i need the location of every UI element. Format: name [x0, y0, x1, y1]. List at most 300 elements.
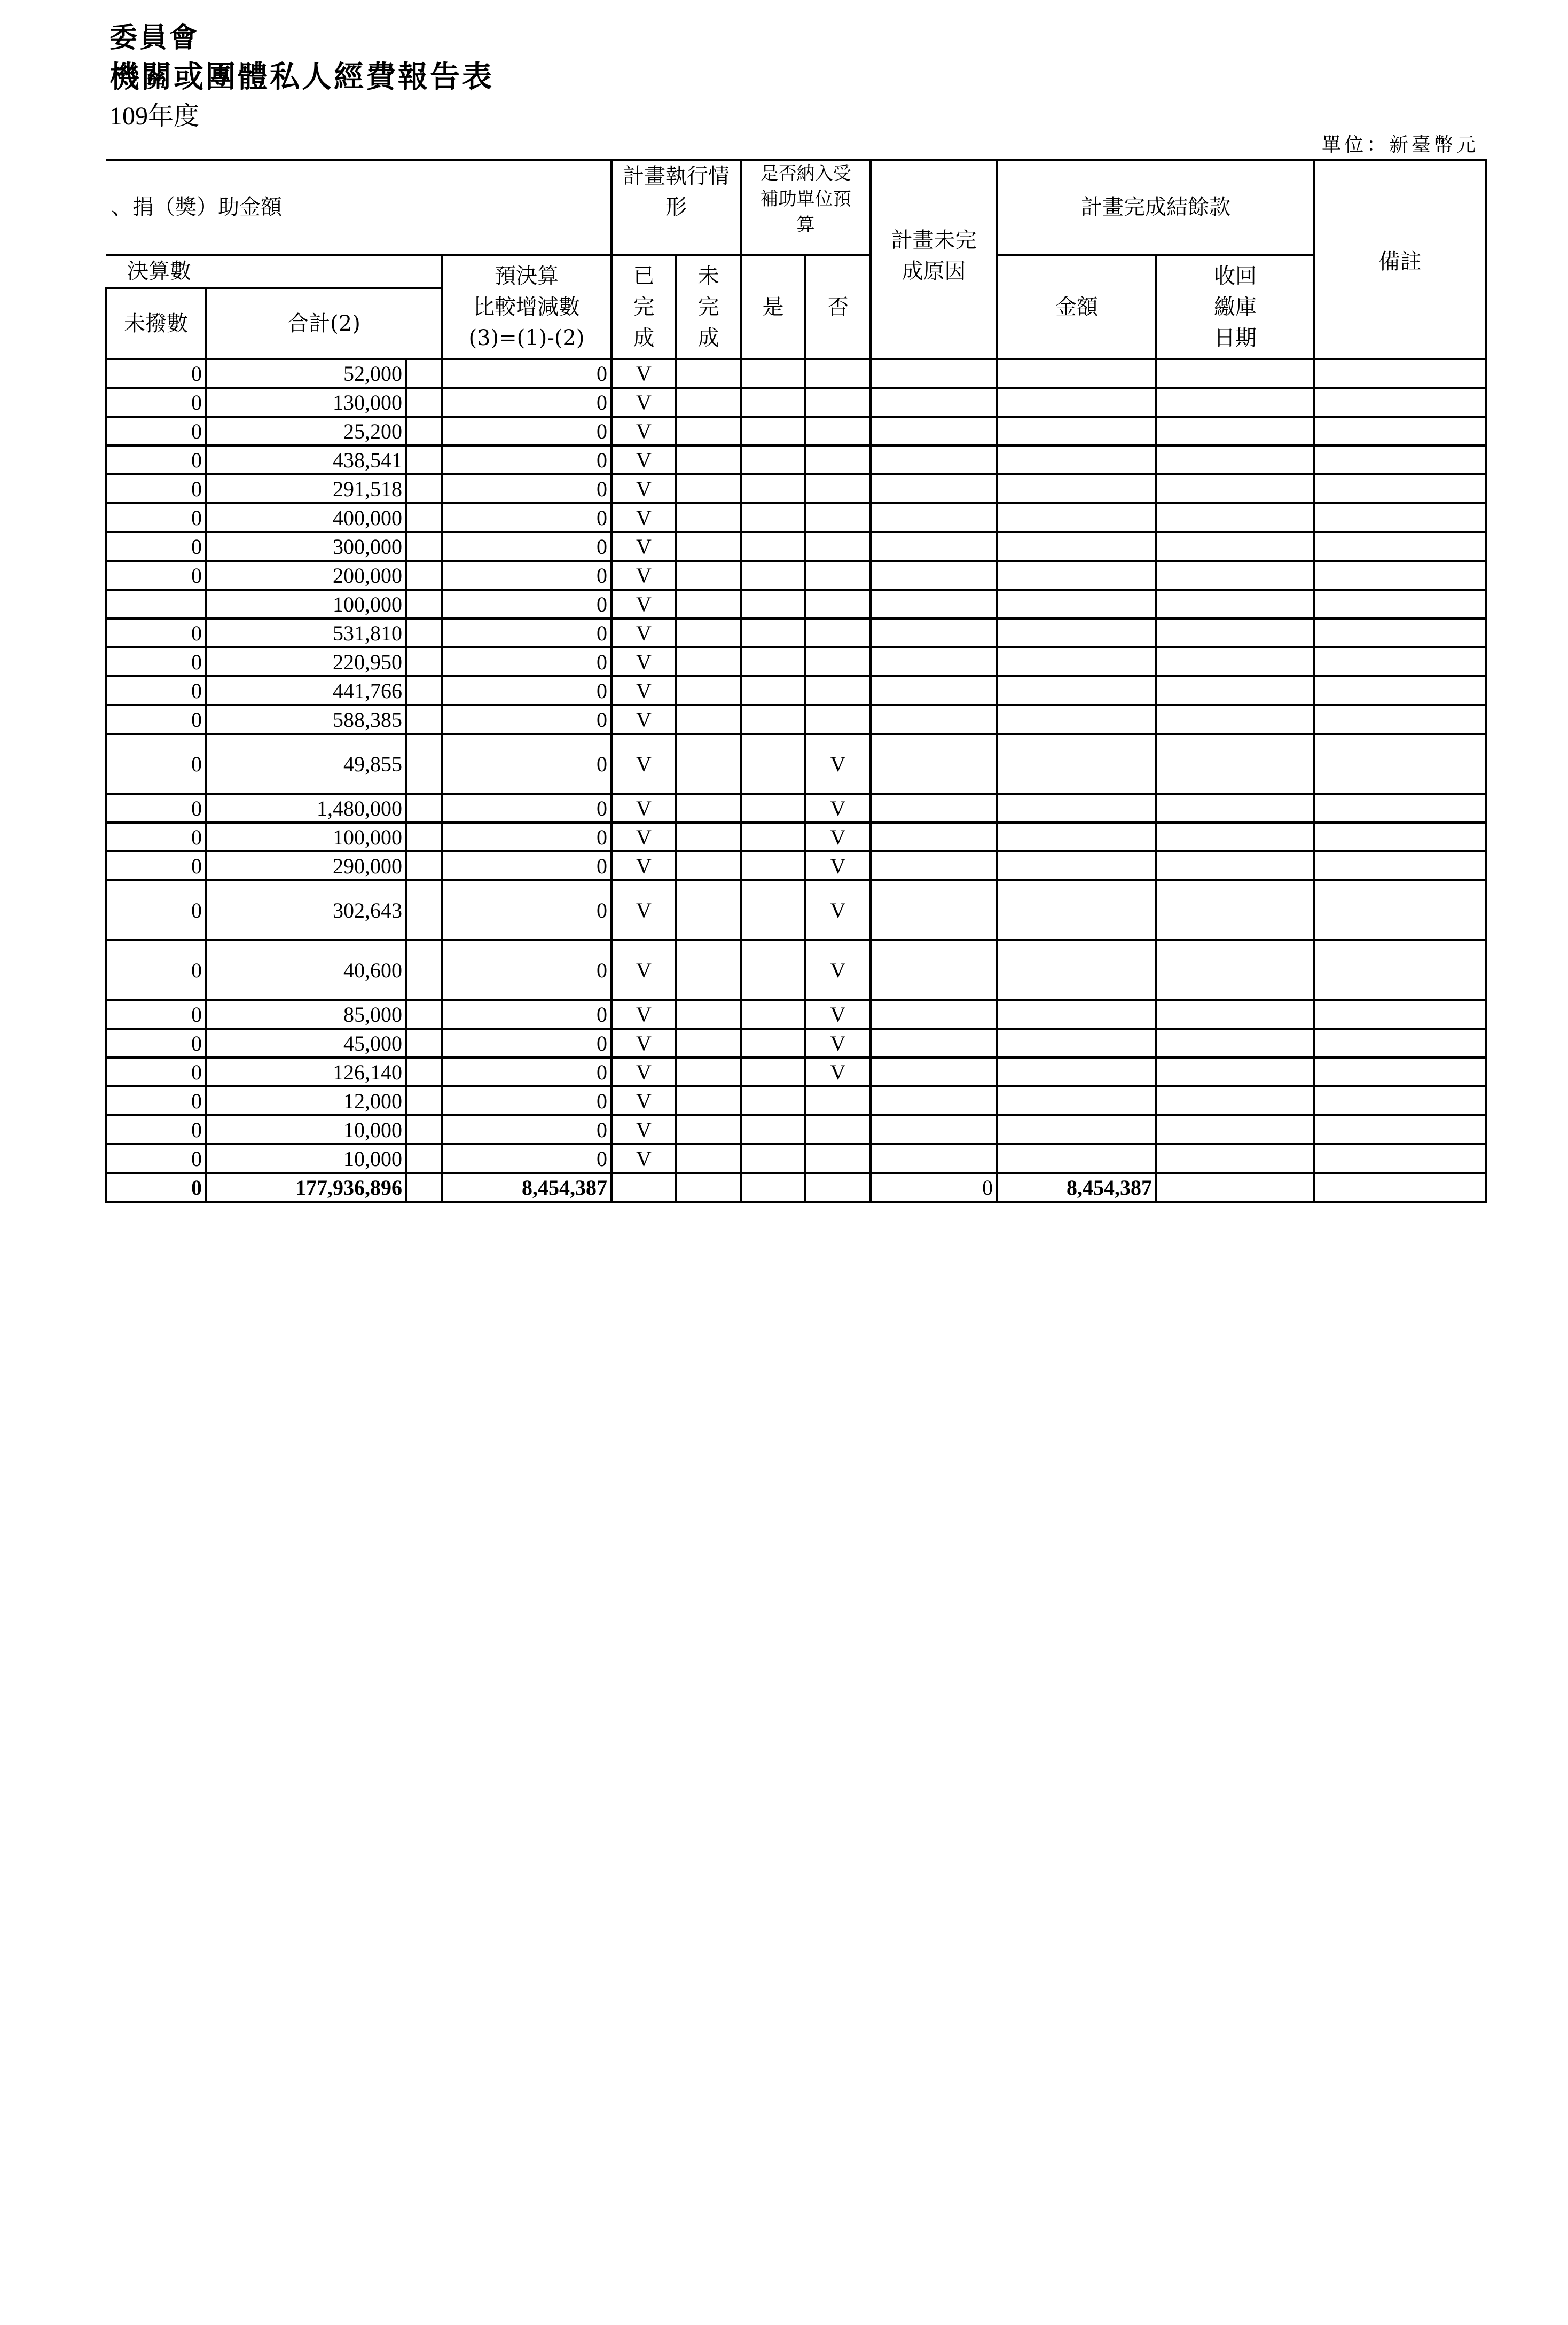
budget-diff-cell: 0 [442, 794, 611, 823]
unallocated-cell: 0 [106, 532, 206, 561]
subtotal-cell: 438,541 [206, 445, 406, 474]
budget-no-check: V [805, 1058, 871, 1086]
blank-cell [406, 590, 442, 619]
unallocated-cell: 0 [106, 1029, 206, 1058]
incomplete-reason-cell [871, 417, 997, 445]
total-return-date [1156, 1173, 1314, 1202]
unallocated-cell: 0 [106, 734, 206, 794]
return-date-cell [1156, 561, 1314, 590]
return-date-cell [1156, 1115, 1314, 1144]
total-budget-no [805, 1173, 871, 1202]
subtotal-cell: 25,200 [206, 417, 406, 445]
surplus-amount-cell [997, 359, 1156, 388]
budget-yes-check [741, 647, 805, 676]
not-completed-header: 未 完 成 [676, 255, 741, 359]
subtotal-cell: 441,766 [206, 676, 406, 705]
not-completed-check [676, 1115, 741, 1144]
incomplete-reason-cell [871, 445, 997, 474]
fiscal-year: 109年度 [109, 102, 200, 130]
remarks-cell [1314, 734, 1486, 794]
blank-cell [406, 940, 442, 1000]
completed-check: V [611, 705, 676, 734]
unallocated-cell: 0 [106, 1000, 206, 1029]
completed-header: 已 完 成 [611, 255, 676, 359]
budget-yes-check [741, 561, 805, 590]
budget-no-check [805, 1115, 871, 1144]
remarks-cell [1314, 1144, 1486, 1173]
surplus-amount-header: 金額 [997, 255, 1156, 359]
completed-check: V [611, 940, 676, 1000]
budget-yes-check [741, 1086, 805, 1115]
subtotal-cell: 302,643 [206, 880, 406, 940]
budget-yes-check [741, 1144, 805, 1173]
budget-yes-check [741, 532, 805, 561]
return-date-cell [1156, 590, 1314, 619]
budget-yes-check [741, 1000, 805, 1029]
not-completed-check [676, 823, 741, 851]
incomplete-reason-cell [871, 532, 997, 561]
budget-no-check [805, 1086, 871, 1115]
budget-no-check [805, 705, 871, 734]
completed-check: V [611, 794, 676, 823]
subtotal-cell: 10,000 [206, 1115, 406, 1144]
budget-yes-check [741, 503, 805, 532]
incomplete-reason-cell [871, 561, 997, 590]
budget-no-check [805, 1144, 871, 1173]
incomplete-reason-cell [871, 1058, 997, 1086]
unallocated-cell: 0 [106, 880, 206, 940]
total-row [106, 1173, 1486, 1202]
budget-no-check: V [805, 940, 871, 1000]
remarks-cell [1314, 1029, 1486, 1058]
table-row [106, 705, 1486, 734]
remarks-cell [1314, 705, 1486, 734]
budget-no-check [805, 676, 871, 705]
budget-no-check [805, 532, 871, 561]
total-budget-diff: 8,454,387 [442, 1173, 611, 1202]
unallocated-cell: 0 [106, 647, 206, 676]
budget-no-check: V [805, 794, 871, 823]
execution-status-header: 計畫執行情 形 [611, 160, 741, 255]
not-completed-check [676, 734, 741, 794]
budget-diff-cell: 0 [442, 734, 611, 794]
incomplete-reason-cell [871, 1086, 997, 1115]
return-date-cell [1156, 880, 1314, 940]
unallocated-header: 未撥數 [106, 288, 206, 359]
budget-diff-cell: 0 [442, 1029, 611, 1058]
blank-cell [406, 1058, 442, 1086]
surplus-amount-cell [997, 474, 1156, 503]
incomplete-reason-cell [871, 1029, 997, 1058]
budget-no-check [805, 388, 871, 417]
incomplete-reason-cell [871, 823, 997, 851]
table-row [106, 503, 1486, 532]
subtotal-cell: 531,810 [206, 619, 406, 647]
unallocated-cell: 0 [106, 1058, 206, 1086]
blank-cell [406, 445, 442, 474]
blank-cell [406, 794, 442, 823]
unallocated-cell: 0 [106, 1086, 206, 1115]
table-row [106, 1058, 1486, 1086]
blank-cell [406, 619, 442, 647]
remarks-cell [1314, 851, 1486, 880]
budget-inclusion-header: 是否納入受 補助單位預 算 [741, 160, 871, 255]
budget-yes-check [741, 359, 805, 388]
unallocated-cell: 0 [106, 561, 206, 590]
table-row [106, 388, 1486, 417]
remarks-cell [1314, 794, 1486, 823]
budget-diff-cell: 0 [442, 590, 611, 619]
not-completed-check [676, 417, 741, 445]
completed-check: V [611, 619, 676, 647]
completed-check: V [611, 561, 676, 590]
total-subtotal: 177,936,896 [206, 1173, 406, 1202]
not-completed-check [676, 794, 741, 823]
incomplete-reason-cell [871, 590, 997, 619]
budget-yes-check [741, 940, 805, 1000]
budget-yes-check [741, 619, 805, 647]
remarks-cell [1314, 532, 1486, 561]
not-completed-check [676, 359, 741, 388]
incomplete-reason-cell [871, 359, 997, 388]
budget-diff-cell: 0 [442, 388, 611, 417]
completed-check: V [611, 1115, 676, 1144]
subtotal-cell: 300,000 [206, 532, 406, 561]
budget-yes-check [741, 734, 805, 794]
total-remarks [1314, 1173, 1486, 1202]
not-completed-check [676, 590, 741, 619]
not-completed-check [676, 647, 741, 676]
incomplete-reason-cell [871, 619, 997, 647]
completed-check: V [611, 532, 676, 561]
table-row [106, 359, 1486, 388]
subtotal-cell: 290,000 [206, 851, 406, 880]
budget-yes-check [741, 590, 805, 619]
blank-cell [406, 1115, 442, 1144]
table-row [106, 619, 1486, 647]
budget-yes-check [741, 676, 805, 705]
surplus-amount-cell [997, 532, 1156, 561]
completed-check: V [611, 647, 676, 676]
completed-check: V [611, 590, 676, 619]
budget-no-check [805, 359, 871, 388]
incomplete-reason-header: 計畫未完 成原因 [871, 160, 997, 359]
budget-yes-check [741, 474, 805, 503]
surplus-amount-cell [997, 1086, 1156, 1115]
return-date-cell [1156, 1144, 1314, 1173]
budget-no-check [805, 474, 871, 503]
surplus-amount-cell [997, 417, 1156, 445]
return-date-cell [1156, 503, 1314, 532]
incomplete-reason-cell [871, 388, 997, 417]
completed-check: V [611, 880, 676, 940]
table-row [106, 823, 1486, 851]
remarks-cell [1314, 445, 1486, 474]
blank-cell [406, 823, 442, 851]
budget-no-check: V [805, 1029, 871, 1058]
unallocated-cell: 0 [106, 676, 206, 705]
table-row [106, 561, 1486, 590]
budget-diff-cell: 0 [442, 1058, 611, 1086]
surplus-amount-cell [997, 1144, 1156, 1173]
remarks-cell [1314, 619, 1486, 647]
subtotal-cell: 126,140 [206, 1058, 406, 1086]
return-date-cell [1156, 1086, 1314, 1115]
blank-cell [406, 561, 442, 590]
completed-check: V [611, 503, 676, 532]
subtotal-cell: 100,000 [206, 590, 406, 619]
yes-header: 是 [741, 255, 805, 359]
budget-no-check [805, 647, 871, 676]
blank-cell [406, 1029, 442, 1058]
blank-cell [406, 851, 442, 880]
not-completed-check [676, 1086, 741, 1115]
return-date-cell [1156, 794, 1314, 823]
remarks-cell [1314, 561, 1486, 590]
completed-check: V [611, 851, 676, 880]
blank-cell [406, 417, 442, 445]
budget-no-check: V [805, 880, 871, 940]
budget-diff-cell: 0 [442, 445, 611, 474]
subtotal-cell: 45,000 [206, 1029, 406, 1058]
blank-cell [406, 705, 442, 734]
unallocated-cell: 0 [106, 1115, 206, 1144]
remarks-header: 備註 [1314, 160, 1486, 359]
unallocated-cell: 0 [106, 851, 206, 880]
not-completed-check [676, 1000, 741, 1029]
blank-cell [406, 532, 442, 561]
total-incomplete-reason: 0 [871, 1173, 997, 1202]
completed-check: V [611, 474, 676, 503]
completed-check: V [611, 417, 676, 445]
incomplete-reason-cell [871, 794, 997, 823]
subtotal-cell: 40,600 [206, 940, 406, 1000]
incomplete-reason-cell [871, 880, 997, 940]
total-completed [611, 1173, 676, 1202]
incomplete-reason-cell [871, 1000, 997, 1029]
total-not-completed [676, 1173, 741, 1202]
unallocated-cell: 0 [106, 445, 206, 474]
budget-yes-check [741, 1115, 805, 1144]
surplus-amount-cell [997, 1000, 1156, 1029]
incomplete-reason-cell [871, 676, 997, 705]
return-date-cell [1156, 532, 1314, 561]
expense-report-table [105, 159, 1487, 1203]
surplus-amount-cell [997, 734, 1156, 794]
completed-check: V [611, 823, 676, 851]
surplus-amount-cell [997, 445, 1156, 474]
subtotal-cell: 291,518 [206, 474, 406, 503]
remarks-cell [1314, 503, 1486, 532]
incomplete-reason-cell [871, 851, 997, 880]
subtotal-cell: 52,000 [206, 359, 406, 388]
budget-diff-cell: 0 [442, 532, 611, 561]
table-row [106, 1144, 1486, 1173]
budget-no-check [805, 590, 871, 619]
return-date-header: 收回 繳庫 日期 [1156, 255, 1314, 359]
return-date-cell [1156, 734, 1314, 794]
remarks-cell [1314, 359, 1486, 388]
return-date-cell [1156, 619, 1314, 647]
budget-yes-check [741, 880, 805, 940]
grant-amount-header: 、捐（獎）助金額 [106, 160, 611, 255]
not-completed-check [676, 619, 741, 647]
budget-diff-cell: 0 [442, 647, 611, 676]
not-completed-check [676, 474, 741, 503]
blank-cell [406, 1144, 442, 1173]
currency-unit: 單位：新臺幣元 [1322, 134, 1479, 156]
return-date-cell [1156, 705, 1314, 734]
surplus-amount-cell [997, 676, 1156, 705]
surplus-amount-cell [997, 851, 1156, 880]
table-row [106, 445, 1486, 474]
return-date-cell [1156, 1000, 1314, 1029]
table-row [106, 417, 1486, 445]
incomplete-reason-cell [871, 474, 997, 503]
surplus-amount-cell [997, 619, 1156, 647]
not-completed-check [676, 851, 741, 880]
table-row [106, 647, 1486, 676]
blank-cell [406, 1086, 442, 1115]
subtotal-cell: 588,385 [206, 705, 406, 734]
surplus-amount-cell [997, 388, 1156, 417]
unallocated-cell: 0 [106, 503, 206, 532]
return-date-cell [1156, 851, 1314, 880]
remarks-cell [1314, 1115, 1486, 1144]
total-budget-yes [741, 1173, 805, 1202]
completed-check: V [611, 445, 676, 474]
table-row [106, 676, 1486, 705]
surplus-amount-cell [997, 880, 1156, 940]
budget-yes-check [741, 705, 805, 734]
not-completed-check [676, 880, 741, 940]
surplus-header: 計畫完成結餘款 [997, 160, 1314, 255]
budget-diff-cell: 0 [442, 851, 611, 880]
subtotal-cell: 130,000 [206, 388, 406, 417]
completed-check: V [611, 734, 676, 794]
budget-no-check [805, 445, 871, 474]
return-date-cell [1156, 474, 1314, 503]
budget-no-check: V [805, 851, 871, 880]
budget-diff-cell: 0 [442, 1115, 611, 1144]
completed-check: V [611, 676, 676, 705]
budget-no-check: V [805, 823, 871, 851]
not-completed-check [676, 940, 741, 1000]
table-row [106, 940, 1486, 1000]
blank-cell [406, 474, 442, 503]
surplus-amount-cell [997, 590, 1156, 619]
final-amount-header: 決算數 [106, 255, 442, 288]
return-date-cell [1156, 647, 1314, 676]
remarks-cell [1314, 676, 1486, 705]
budget-diff-cell: 0 [442, 503, 611, 532]
subtotal-cell: 12,000 [206, 1086, 406, 1115]
surplus-amount-cell [997, 705, 1156, 734]
budget-yes-check [741, 417, 805, 445]
unallocated-cell: 0 [106, 619, 206, 647]
blank-cell [406, 1173, 442, 1202]
surplus-amount-cell [997, 940, 1156, 1000]
not-completed-check [676, 532, 741, 561]
not-completed-check [676, 1058, 741, 1086]
unallocated-cell: 0 [106, 705, 206, 734]
not-completed-check [676, 445, 741, 474]
incomplete-reason-cell [871, 1115, 997, 1144]
budget-diff-cell: 0 [442, 619, 611, 647]
surplus-amount-cell [997, 794, 1156, 823]
completed-check: V [611, 1144, 676, 1173]
incomplete-reason-cell [871, 940, 997, 1000]
blank-cell [406, 503, 442, 532]
table-row [106, 851, 1486, 880]
not-completed-check [676, 561, 741, 590]
return-date-cell [1156, 417, 1314, 445]
return-date-cell [1156, 388, 1314, 417]
budget-no-check [805, 503, 871, 532]
remarks-cell [1314, 647, 1486, 676]
budget-no-check: V [805, 734, 871, 794]
budget-diff-cell: 0 [442, 561, 611, 590]
budget-yes-check [741, 851, 805, 880]
remarks-cell [1314, 590, 1486, 619]
table-row [106, 1000, 1486, 1029]
table-row [106, 1115, 1486, 1144]
unallocated-cell: 0 [106, 417, 206, 445]
surplus-amount-cell [997, 647, 1156, 676]
budget-diff-cell: 0 [442, 1086, 611, 1115]
budget-diff-cell: 0 [442, 823, 611, 851]
subtotal-cell: 85,000 [206, 1000, 406, 1029]
budget-yes-check [741, 1029, 805, 1058]
unallocated-cell: 0 [106, 359, 206, 388]
table-row [106, 532, 1486, 561]
unallocated-cell: 0 [106, 940, 206, 1000]
blank-cell [406, 647, 442, 676]
not-completed-check [676, 388, 741, 417]
unallocated-cell: 0 [106, 474, 206, 503]
subtotal-header: 合計(2) [206, 288, 442, 359]
completed-check: V [611, 1058, 676, 1086]
blank-cell [406, 388, 442, 417]
subtotal-cell: 400,000 [206, 503, 406, 532]
surplus-amount-cell [997, 1029, 1156, 1058]
blank-cell [406, 359, 442, 388]
remarks-cell [1314, 1058, 1486, 1086]
total-unallocated: 0 [106, 1173, 206, 1202]
subtotal-cell: 49,855 [206, 734, 406, 794]
surplus-amount-cell [997, 823, 1156, 851]
budget-diff-cell: 0 [442, 880, 611, 940]
completed-check: V [611, 1000, 676, 1029]
budget-yes-check [741, 388, 805, 417]
return-date-cell [1156, 445, 1314, 474]
remarks-cell [1314, 417, 1486, 445]
budget-diff-cell: 0 [442, 1144, 611, 1173]
surplus-amount-cell [997, 503, 1156, 532]
subtotal-cell: 100,000 [206, 823, 406, 851]
total-surplus-amount: 8,454,387 [997, 1173, 1156, 1202]
blank-cell [406, 676, 442, 705]
return-date-cell [1156, 1029, 1314, 1058]
subtotal-cell: 1,480,000 [206, 794, 406, 823]
subtotal-cell: 10,000 [206, 1144, 406, 1173]
unallocated-cell [106, 590, 206, 619]
budget-yes-check [741, 794, 805, 823]
no-header: 否 [805, 255, 871, 359]
completed-check: V [611, 388, 676, 417]
remarks-cell [1314, 474, 1486, 503]
not-completed-check [676, 676, 741, 705]
